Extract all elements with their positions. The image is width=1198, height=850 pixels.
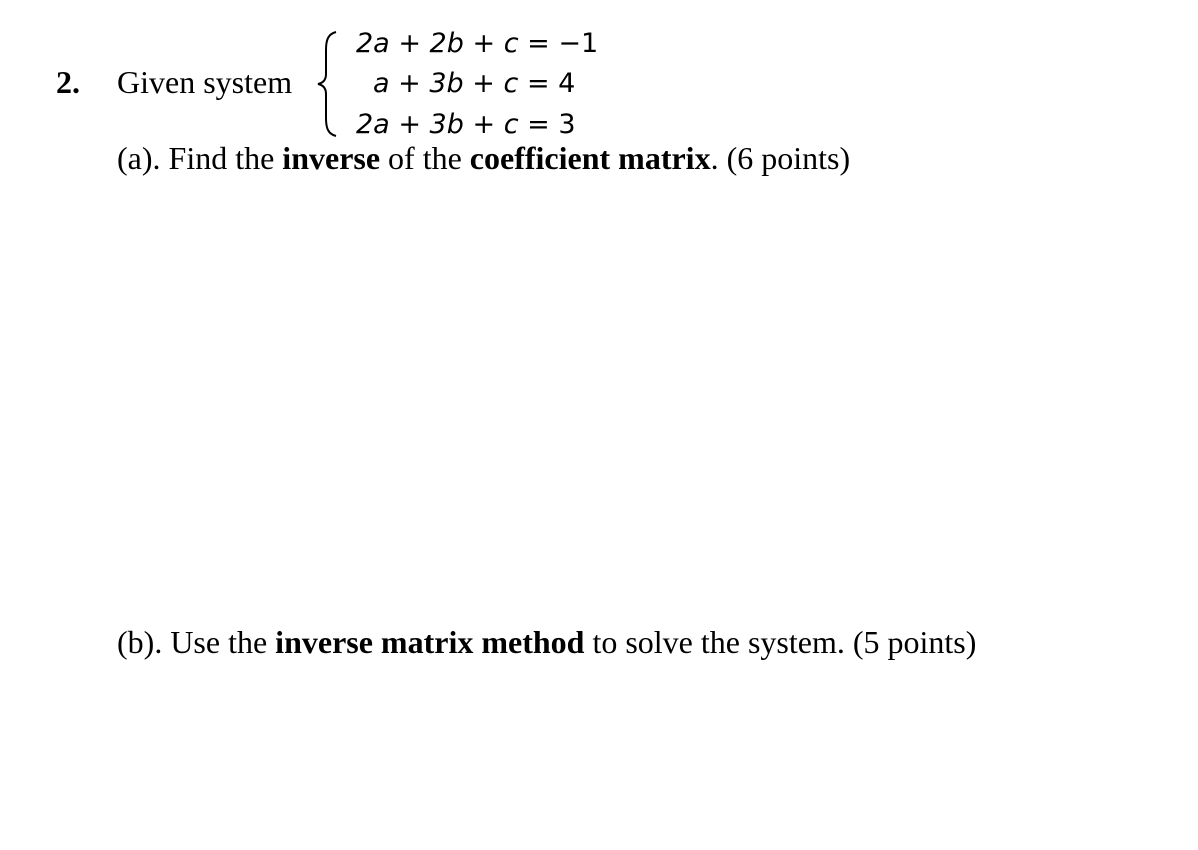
part-b-suffix: to solve the system. (5 points) [584,624,977,660]
equation-2 [373,68,575,100]
given-system-label: Given system [117,64,293,100]
part-a-suffix: . (6 points) [710,140,851,176]
equation-3-term-a: 2a [356,109,390,140]
equation-1-term-b: 2b [429,28,464,59]
part-a-middle: of the [380,140,470,176]
part-b-bold-inverse-matrix-method: inverse matrix method [275,624,585,660]
equation-1 [356,28,598,60]
equation-2-term-b: 3b [429,68,464,99]
equation-3-op-1: + [398,109,421,140]
equation-2-term-c: c [503,68,519,99]
part-b-prefix: (b). Use the [117,624,276,660]
equation-3-op-2: + [472,109,496,140]
equation-1-op-2: + [472,28,496,59]
part-a-question [117,140,850,176]
equation-1-op-1: + [398,28,421,59]
equation-2-rhs: 4 [558,68,576,99]
equation-3 [356,109,576,141]
problem-number: 2. [56,64,80,100]
equation-2-op-2: + [472,68,495,99]
equation-3-rhs: 3 [558,109,576,140]
system-brace [316,30,340,138]
equation-3-equals: = [527,109,550,140]
part-a-prefix: (a). Find the [117,140,283,176]
equation-1-term-c: c [503,28,519,59]
equation-2-equals: = [526,68,550,99]
equation-1-equals: = [527,28,550,59]
equation-3-term-c: c [503,109,519,140]
equation-2-op-1: + [398,68,421,99]
equation-1-rhs: −1 [558,28,599,59]
part-b-question [117,624,976,660]
equation-2-term-a: a [373,68,390,99]
equation-3-term-b: 3b [429,109,464,140]
part-a-bold-coefficient-matrix: coefficient matrix [469,140,711,176]
part-a-bold-inverse: inverse [282,140,381,176]
equation-1-term-a: 2a [356,28,390,59]
